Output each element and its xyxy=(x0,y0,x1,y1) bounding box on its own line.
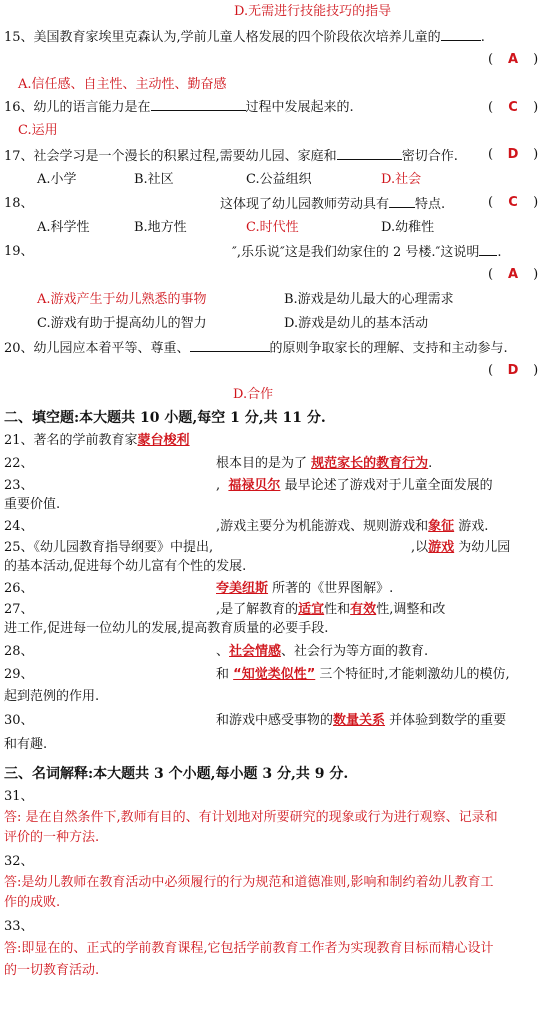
q17-option-b: B.社区 xyxy=(134,172,174,187)
question-25: 25、《幼儿园教育指导纲要》中提出, xyxy=(4,540,214,555)
question-18-answer xyxy=(488,195,538,210)
question-33-answer-line-1: 答:即显在的、正式的学前教育课程,它包括学前教育工作者为实现教育目标而精心设计 xyxy=(4,941,494,956)
answer-letter: A xyxy=(508,52,519,67)
question-28-text: 、社会行为等方面的教育. xyxy=(281,644,429,659)
question-33-answer-line-2: 的一切教育活动. xyxy=(4,963,100,978)
question-25-answer: 游戏 xyxy=(428,540,455,555)
question-32-answer-line-1: 答:是幼儿教师在教育活动中必须履行的行为规范和道德准则,影响和制约着幼儿教育工 xyxy=(4,875,494,890)
question-17-answer xyxy=(488,147,538,162)
question-21-answer: 蒙台梭利 xyxy=(137,433,190,448)
answer-blank xyxy=(479,243,497,256)
question-15-text: 15、美国教育家埃里克森认为,学前儿童人格发展的四个阶段依次培养儿童的 xyxy=(4,30,441,45)
question-15 xyxy=(4,28,485,47)
question-27-continued: 进工作,促进每一位幼儿的发展,提高教育质量的必要手段. xyxy=(4,621,329,636)
answer-blank xyxy=(337,147,402,160)
question-28 xyxy=(216,643,428,661)
question-31-answer-line-2: 评价的一种方法. xyxy=(4,830,100,845)
answer-letter: C xyxy=(508,195,518,210)
question-18 xyxy=(220,195,445,214)
answer-letter: A xyxy=(508,267,519,282)
question-29 xyxy=(216,666,510,684)
question-27-mid: 性和 xyxy=(324,602,351,617)
question-27-answer-2: 有效 xyxy=(350,602,377,617)
question-30-continued: 和有趣. xyxy=(4,737,48,752)
question-23-answer: 福禄贝尔 xyxy=(228,478,281,493)
question-30-text: 和游戏中感受事物的 xyxy=(216,713,334,728)
question-20-text-end: 的原则争取家长的理解、支持和主动参与. xyxy=(269,341,508,356)
q14-option-d: D.无需进行技能技巧的指导 xyxy=(234,4,392,19)
question-19 xyxy=(232,243,502,262)
q19-option-b: B.游戏是幼儿最大的心理需求 xyxy=(284,292,454,307)
answer-letter: D xyxy=(507,147,519,162)
question-28-number: 28、 xyxy=(4,644,34,659)
q17-option-d: D.社会 xyxy=(381,172,422,187)
question-16-text-end: 过程中发展起来的. xyxy=(245,100,354,115)
question-18-number: 18、 xyxy=(4,196,34,211)
question-22-number: 22、 xyxy=(4,456,34,471)
q20-option-d: D.合作 xyxy=(233,387,274,402)
question-26-text: 所著的《世界图解》. xyxy=(272,581,394,596)
paren-close: ) xyxy=(533,100,539,115)
answer-blank xyxy=(389,195,415,208)
paren-open: ( xyxy=(488,195,494,210)
answer-blank xyxy=(441,28,481,41)
question-16-text: 16、幼儿的语言能力是在 xyxy=(4,100,151,115)
paren-close: ) xyxy=(533,147,539,162)
question-29-answer: “知觉类似性” xyxy=(233,667,316,682)
q17-option-a: A.小学 xyxy=(37,172,77,187)
question-20-text: 20、幼儿园应本着平等、尊重、 xyxy=(4,341,190,356)
q18-option-a: A.科学性 xyxy=(37,220,90,235)
question-19-tail: . xyxy=(497,245,502,260)
question-29-end: 三个特征时,才能刺激幼儿的模仿, xyxy=(319,667,510,682)
question-18-text: 这体现了幼儿园教师劳动具有 xyxy=(220,197,390,212)
question-27-end: 性,调整和改 xyxy=(376,602,446,617)
answer-blank xyxy=(190,339,270,352)
question-25-end: 为幼儿园 xyxy=(458,540,511,555)
question-22-end: . xyxy=(428,456,433,471)
question-22 xyxy=(216,455,432,473)
q18-option-c: C.时代性 xyxy=(246,220,299,235)
section-3-heading: 三、名词解释:本大题共 3 个小题,每小题 3 分,共 9 分. xyxy=(4,766,349,782)
question-23 xyxy=(216,477,493,495)
q15-option-a: A.信任感、自主性、主动性、勤奋感 xyxy=(18,77,227,92)
question-27 xyxy=(216,601,445,619)
question-25-text: ,以 xyxy=(411,540,429,555)
question-21 xyxy=(4,432,190,450)
paren-open: ( xyxy=(488,147,494,162)
question-23-number: 23、 xyxy=(4,478,34,493)
answer-letter: D xyxy=(507,363,519,378)
question-27-number: 27、 xyxy=(4,602,34,617)
paren-close: ) xyxy=(533,363,539,378)
paren-open: ( xyxy=(488,100,494,115)
q19-option-a: A.游戏产生于幼儿熟悉的事物 xyxy=(37,292,207,307)
question-30 xyxy=(216,712,506,730)
question-29-continued: 起到范例的作用. xyxy=(4,689,100,704)
question-26 xyxy=(216,580,393,598)
question-24-answer: 象征 xyxy=(428,519,455,534)
question-30-end: 并体验到数学的重要 xyxy=(389,713,507,728)
question-23-continued: 重要价值. xyxy=(4,497,61,512)
question-29-number: 29、 xyxy=(4,667,34,682)
question-25-continued: 的基本活动,促进每个幼儿富有个性的发展. xyxy=(4,559,247,574)
paren-close: ) xyxy=(533,52,539,67)
question-25-tail xyxy=(411,539,510,557)
question-21-text: 21、著名的学前教育家 xyxy=(4,433,138,448)
question-19-text: ″,乐乐说″这是我们幼家住的 2 号楼.″这说明 xyxy=(232,245,480,260)
paren-close: ) xyxy=(533,267,539,282)
section-2-heading: 二、填空题:本大题共 10 小题,每空 1 分,共 11 分. xyxy=(4,410,326,426)
question-32-number: 32、 xyxy=(4,854,34,869)
question-27-answer-1: 适宜 xyxy=(298,602,325,617)
question-28-pre: 、 xyxy=(216,644,230,659)
question-15-answer xyxy=(488,52,538,67)
question-31-number: 31、 xyxy=(4,789,34,804)
question-32-answer-line-2: 作的成败. xyxy=(4,895,61,910)
question-17-text: 17、社会学习是一个漫长的积累过程,需要幼儿园、家庭和 xyxy=(4,149,337,164)
question-26-answer: 夸美纽斯 xyxy=(216,581,269,596)
question-22-answer: 规范家长的教育行为 xyxy=(311,456,429,471)
question-33-number: 33、 xyxy=(4,919,34,934)
question-18-text-end: 特点. xyxy=(415,197,446,212)
question-16-answer xyxy=(488,100,538,115)
question-17 xyxy=(4,147,458,166)
question-29-text: 和 xyxy=(216,667,230,682)
q19-option-d: D.游戏是幼儿的基本活动 xyxy=(284,316,429,331)
question-27-text: ,是了解教育的 xyxy=(216,602,299,617)
question-19-answer xyxy=(488,267,538,282)
question-24-end: 游戏. xyxy=(458,519,489,534)
question-24-number: 24、 xyxy=(4,519,34,534)
question-22-text: 根本目的是为了 xyxy=(216,456,308,471)
q18-option-b: B.地方性 xyxy=(134,220,187,235)
q19-option-c: C.游戏有助于提高幼儿的智力 xyxy=(37,316,207,331)
answer-letter: C xyxy=(508,100,518,115)
question-31-answer-line-1: 答: 是在自然条件下,教师有目的、有计划地对所要研究的现象或行为进行观察、记录和 xyxy=(4,810,498,825)
question-28-answer: 社会情感 xyxy=(229,644,282,659)
paren-open: ( xyxy=(488,267,494,282)
paren-open: ( xyxy=(488,52,494,67)
question-24 xyxy=(216,518,488,536)
question-17-text-end: 密切合作. xyxy=(401,149,458,164)
question-26-number: 26、 xyxy=(4,581,34,596)
q18-option-d: D.幼稚性 xyxy=(381,220,435,235)
question-30-number: 30、 xyxy=(4,713,34,728)
paren-open: ( xyxy=(488,363,494,378)
question-19-number: 19、 xyxy=(4,244,34,259)
question-24-text: ,游戏主要分为机能游戏、规则游戏和 xyxy=(216,519,429,534)
paren-close: ) xyxy=(533,195,539,210)
question-23-pre: , xyxy=(216,478,221,493)
question-15-tail: . xyxy=(480,30,485,45)
answer-blank xyxy=(151,98,246,111)
question-20-answer xyxy=(488,363,538,378)
question-20 xyxy=(4,339,508,358)
question-16 xyxy=(4,98,354,117)
q17-option-c: C.公益组织 xyxy=(246,172,312,187)
question-23-text: 最早论述了游戏对于儿童全面发展的 xyxy=(284,478,493,493)
q16-option-c: C.运用 xyxy=(18,123,58,138)
question-30-answer: 数量关系 xyxy=(333,713,386,728)
